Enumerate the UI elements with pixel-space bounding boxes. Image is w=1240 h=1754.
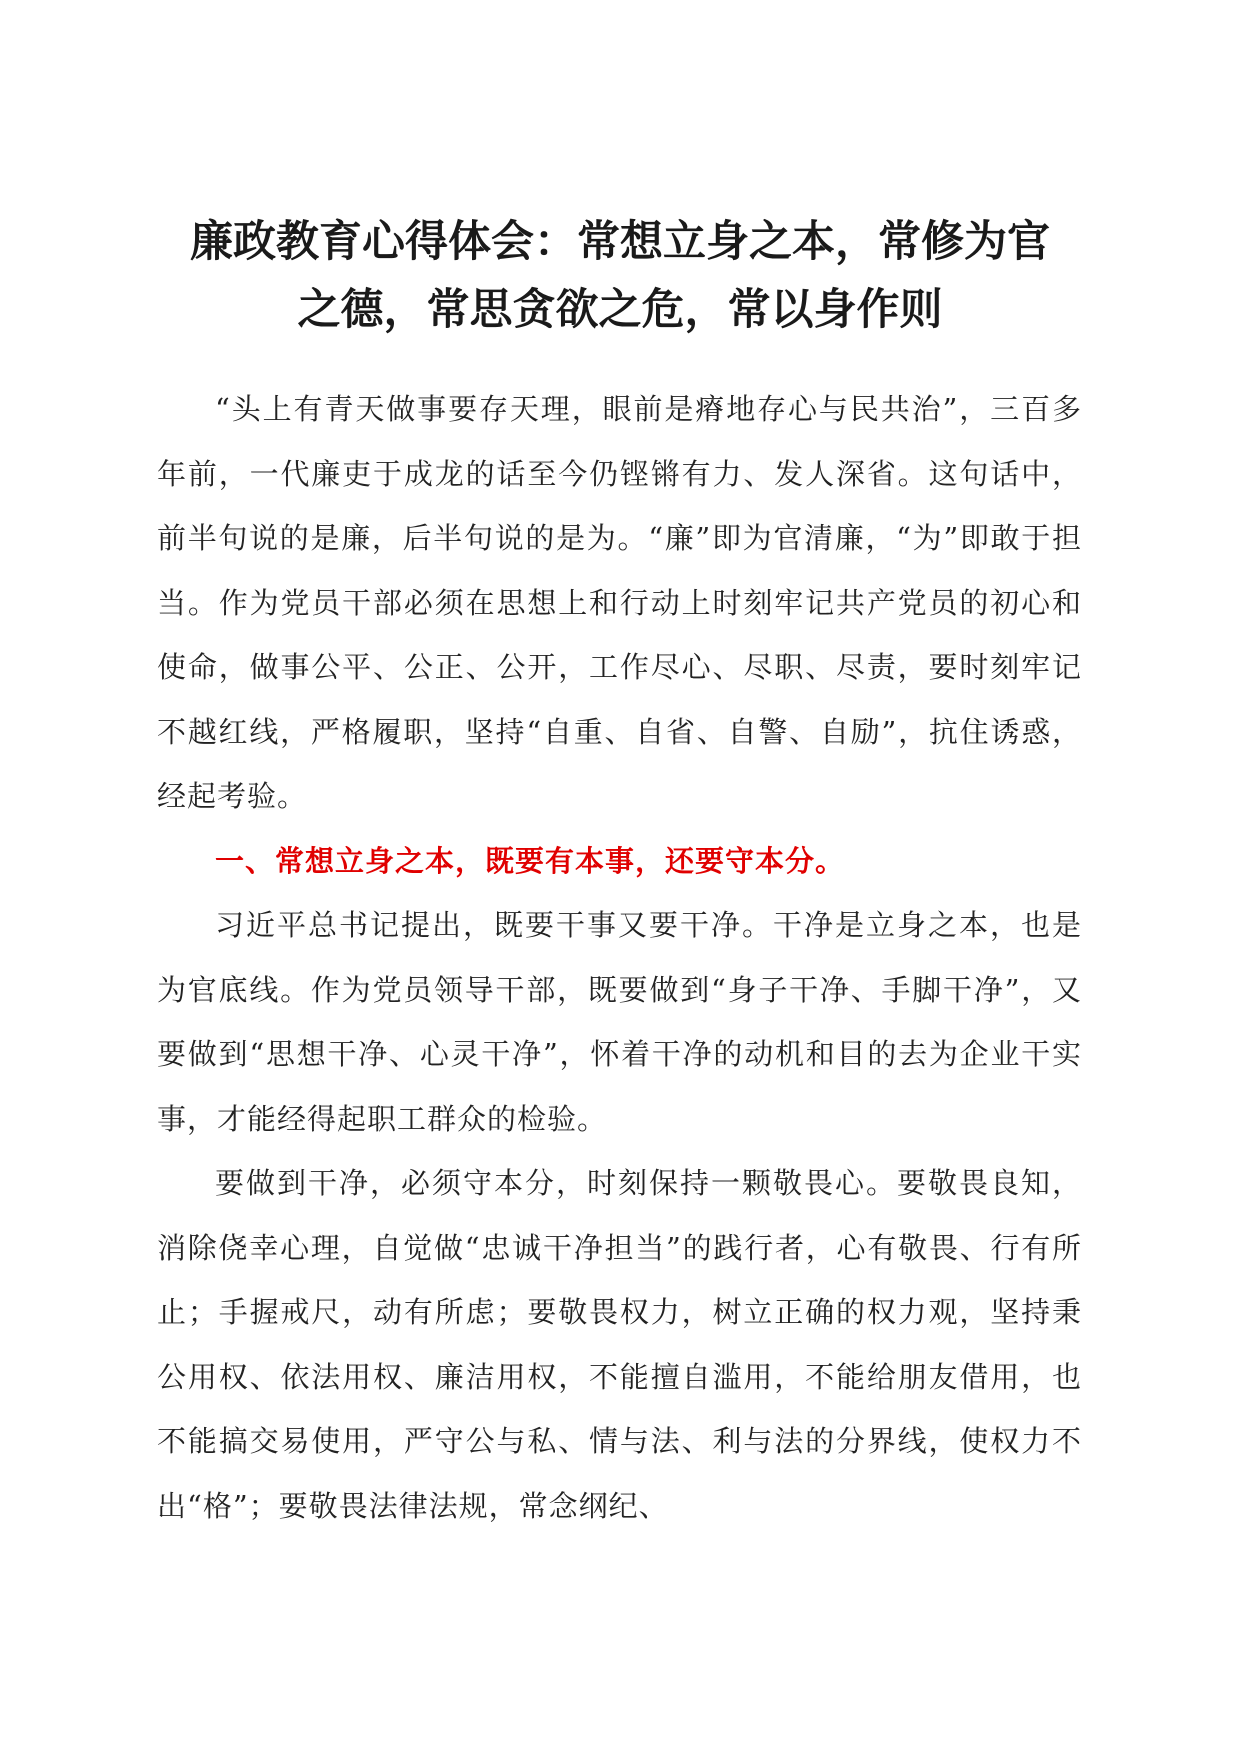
paragraph-intro: “头上有青天做事要存天理，眼前是瘠地存心与民共治”，三百多年前，一代廉吏于成龙的话至今仍铿锵有力、发人深省。这句话中，前半句说的是廉，后半句说的是为。“廉”即为官清廉，“为”即敢于担当。作为党员干部必须在思想上和行动上时刻牢记共产党员的初心和使命，做事公平、公正、公开，工作尽心、尽职、尽责，要时刻牢记不越红线，严格履职，坚持“自重、自省、自警、自励”，抗住诱惑，经起考验。 [157,392,1082,813]
title-line-2: 之德，常思贪欲之危，常以身作则 [297,285,943,335]
document-body [157,377,1082,1538]
document-title [150,208,1090,344]
paragraph-2: 习近平总书记提出，既要干事又要干净。干净是立身之本，也是为官底线。作为党员领导干部，既要做到“身子干净、手脚干净”，又要做到“思想干净、心灵干净”，怀着干净的动机和目的去为企业干实事，才能经得起职工群众的检验。 [157,908,1082,1136]
section-heading-1: 一、常想立身之本，既要有本事，还要守本分。 [215,843,846,878]
title-line-1: 廉政教育心得体会：常想立身之本，常修为官 [190,217,1050,267]
paragraph-3: 要做到干净，必须守本分，时刻保持一颗敬畏心。要敬畏良知，消除侥幸心理，自觉做“忠诚干净担当”的践行者，心有敬畏、行有所止；手握戒尺，动有所虑；要敬畏权力，树立正确的权力观，坚持秉公用权、依法用权、廉洁用权，不能擅自滥用，不能给朋友借用，也不能搞交易使用，严守公与私、情与法、利与法的分界线，使权力不出“格”；要敬畏法律法规，常念纲纪、 [157,1166,1082,1523]
